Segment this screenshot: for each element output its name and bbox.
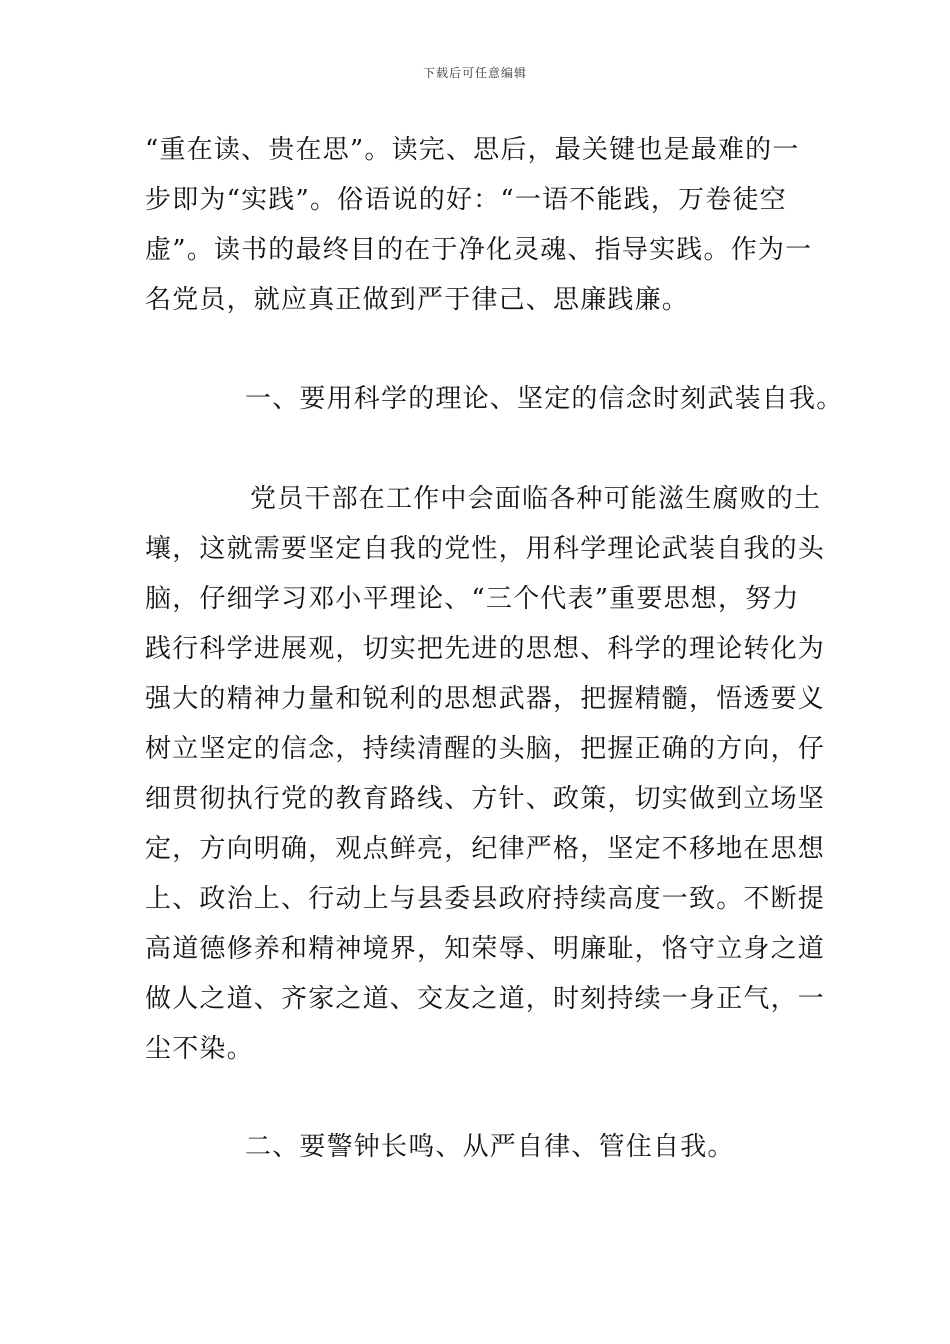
paragraph-2-line-2: 壤，这就需要坚定自我的党性，用科学理论武装自我的头: [145, 534, 826, 564]
paragraph-2-line-10: 高道德修养和精神境界，知荣辱、明廉耻，恪守立身之道: [145, 934, 826, 964]
section-heading-2: 二、要警钟长鸣、从严自律、管住自我。: [245, 1132, 735, 1162]
paragraph-1-line-4: 名党员，就应真正做到严于律己、思廉践廉。: [145, 285, 690, 315]
section-heading-1: 一、要用科学的理论、坚定的信念时刻武装自我。: [245, 384, 844, 414]
paragraph-2-line-7: 细贯彻执行党的教育路线、方针、政策，切实做到立场坚: [145, 784, 826, 814]
paragraph-2-line-8: 定，方向明确，观点鲜亮，纪律严格，坚定不移地在思想: [145, 834, 826, 864]
paragraph-2-line-1: 党员干部在工作中会面临各种可能滋生腐败的土: [250, 484, 822, 514]
paragraph-2-line-6: 树立坚定的信念，持续清醒的头脑，把握正确的方向，仔: [145, 734, 826, 764]
paragraph-1-line-1: “重在读、贵在思”。读完、思后，最关键也是最难的一: [145, 135, 800, 165]
paragraph-1-line-2: 步即为“实践”。俗语说的好：“一语不能践，万卷徒空: [145, 185, 787, 215]
paragraph-2-line-4: 践行科学进展观，切实把先进的思想、科学的理论转化为: [145, 634, 826, 664]
header-note: 下载后可任意编辑: [422, 66, 527, 80]
paragraph-1-line-3: 虚”。读书的最终目的在于净化灵魂、指导实践。作为一: [145, 235, 813, 265]
paragraph-2-line-12: 尘不染。: [145, 1034, 254, 1064]
paragraph-2-line-11: 做人之道、齐家之道、交友之道，时刻持续一身正气，一: [145, 984, 826, 1014]
paragraph-2-line-3: 脑，仔细学习邓小平理论、“三个代表”重要思想，努力: [145, 584, 800, 614]
paragraph-2-line-9: 上、政治上、行动上与县委县政府持续高度一致。不断提: [145, 884, 826, 914]
paragraph-2-line-5: 强大的精神力量和锐利的思想武器，把握精髓，悟透要义: [145, 684, 826, 714]
